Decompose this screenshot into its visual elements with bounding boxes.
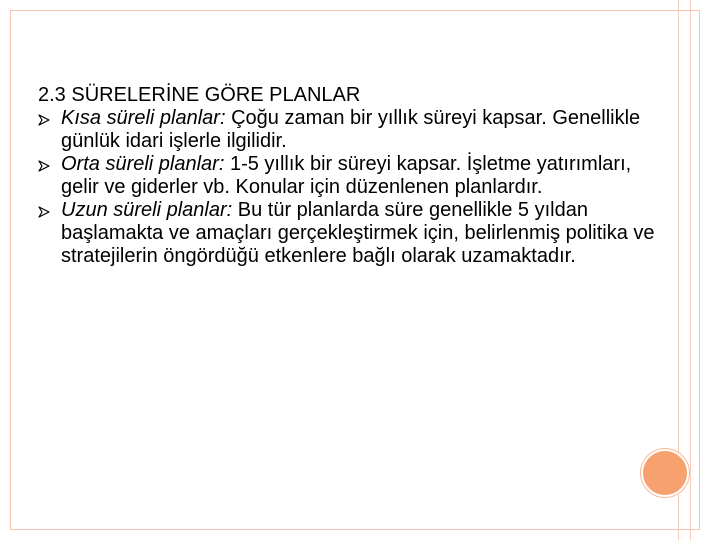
decorative-circle bbox=[641, 449, 689, 497]
list-item bbox=[38, 107, 663, 153]
item-text: Çoğu zaman bir yıllık süreyi kapsar. Genellikle günlük idari işlerle ilgilidir. bbox=[61, 107, 641, 152]
list-item bbox=[38, 199, 663, 268]
item-text: Bu tür planlarda süre genellikle 5 yıldan başlamakta ve amaçları gerçekleştirmek için, belirlenmiş politika ve stratejilerin öngördüğü etkenlere bağlı olarak uzamaktadır. bbox=[61, 199, 655, 267]
item-text: 1-5 yıllık bir süreyi kapsar. İşletme yatırımları, gelir ve giderler vb. Konular için düzenlenen planlardır. bbox=[61, 153, 632, 198]
arrow-bullet-icon bbox=[38, 160, 50, 172]
item-term: Orta süreli planlar: bbox=[61, 153, 225, 175]
item-term: Uzun süreli planlar: bbox=[61, 199, 233, 221]
list-item bbox=[38, 153, 663, 199]
slide-content bbox=[38, 84, 663, 268]
slide-title: 2.3 SÜRELERİNE GÖRE PLANLAR bbox=[38, 84, 361, 106]
arrow-bullet-icon bbox=[38, 206, 50, 218]
arrow-bullet-icon bbox=[38, 114, 50, 126]
decorative-line-right bbox=[690, 0, 691, 540]
item-term: Kısa süreli planlar: bbox=[61, 107, 226, 129]
bullet-list bbox=[38, 107, 663, 268]
